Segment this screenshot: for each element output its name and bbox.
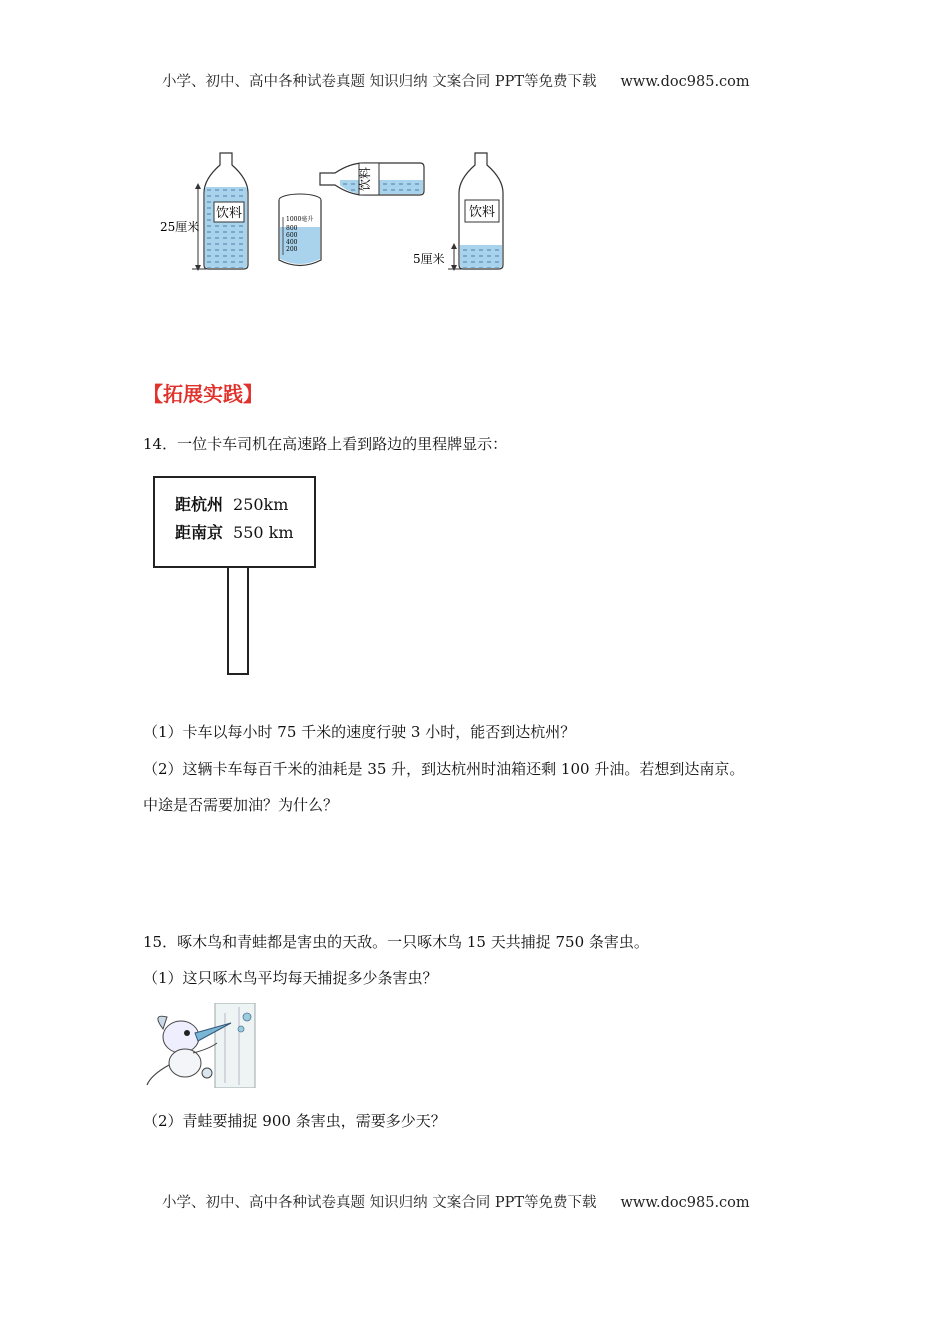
sign-row-hangzhou <box>175 492 288 515</box>
sign-distance-nanjing: 550 km <box>233 523 294 542</box>
bottle-full <box>160 153 248 271</box>
sign-place-hangzhou: 距杭州 <box>175 495 224 514</box>
bottles-figure <box>150 145 520 275</box>
sign-row-nanjing <box>175 520 294 543</box>
measuring-cylinder <box>279 194 321 266</box>
q14-part2-line1: （2）这辆卡车每百千米的油耗是 35 升，到达杭州时油箱还剩 100 升油。若想到达南京。 <box>143 760 745 778</box>
page-footer <box>162 1191 750 1212</box>
sign-distance-hangzhou: 250km <box>233 495 289 514</box>
bottle-label-2: 饮料 <box>358 166 372 192</box>
cylinder-mark-800: 800 <box>286 225 298 232</box>
cylinder-mark-600: 600 <box>286 232 298 239</box>
woodpecker-image <box>143 1003 263 1088</box>
footer-site-link[interactable]: www.doc985.com <box>620 1195 750 1211</box>
section-title: 【拓展实践】 <box>143 382 263 406</box>
height-label-25: 25厘米 <box>160 220 200 234</box>
bottle-low <box>413 153 503 271</box>
sign-place-nanjing: 距南京 <box>175 523 224 542</box>
bottle-horizontal <box>320 163 424 195</box>
cylinder-mark-200: 200 <box>286 246 298 253</box>
bottle-label-3: 饮料 <box>468 205 496 220</box>
q15-part2: （2）青蛙要捕捉 900 条害虫，需要多少天？ <box>143 1112 446 1130</box>
mileage-sign <box>153 476 316 568</box>
bottle-label-1: 饮料 <box>215 206 243 221</box>
cylinder-top-mark: 1000毫升 <box>286 216 314 223</box>
footer-text: 小学、初中、高中各种试卷真题 知识归纳 文案合同 PPT等免费下载 <box>162 1195 597 1211</box>
header-site-link[interactable]: www.doc985.com <box>620 74 750 90</box>
cylinder-mark-400: 400 <box>286 239 298 246</box>
q14-part1: （1）卡车以每小时 75 千米的速度行驶 3 小时，能否到达杭州？ <box>143 723 576 741</box>
q14-part2-line2: 中途是否需要加油？为什么？ <box>143 796 339 814</box>
q15-stem: 15．啄木鸟和青蛙都是害虫的天敌。一只啄木鸟 15 天共捕捉 750 条害虫。 <box>143 933 649 951</box>
page-header <box>162 70 750 91</box>
q15-part1: （1）这只啄木鸟平均每天捕捉多少条害虫？ <box>143 969 438 987</box>
sign-post <box>227 567 249 675</box>
height-label-5: 5厘米 <box>413 252 445 266</box>
header-text: 小学、初中、高中各种试卷真题 知识归纳 文案合同 PPT等免费下载 <box>162 74 597 90</box>
q14-stem: 14．一位卡车司机在高速路上看到路边的里程牌显示： <box>143 435 508 453</box>
